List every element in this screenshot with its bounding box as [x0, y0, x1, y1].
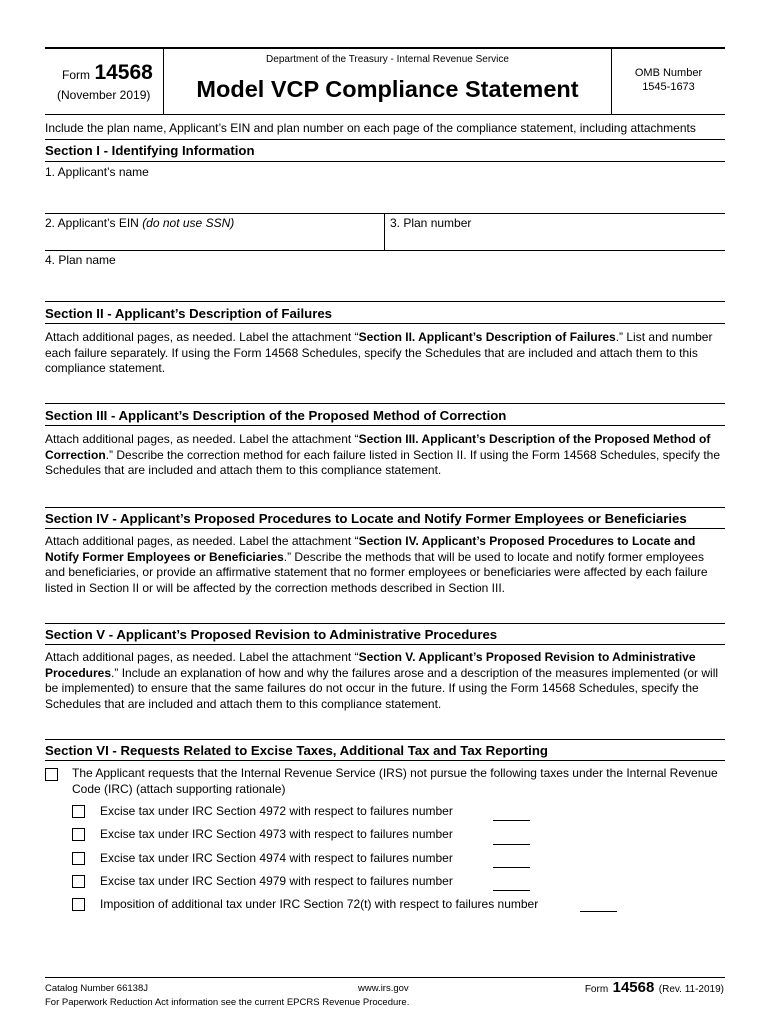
item-4973-label: Excise tax under IRC Section 4973 with respect to failures number — [100, 827, 453, 841]
form-id — [62, 61, 153, 85]
section3-text — [45, 432, 720, 479]
main-request-checkbox[interactable] — [45, 768, 58, 781]
item-4979-label: Excise tax under IRC Section 4979 with respect to failures number — [100, 874, 453, 888]
section3-text-a: Attach additional pages, as needed. Label the attachment “ — [45, 432, 359, 446]
section2-text-b: .” List and number each failure separately. If using the Form 14568 Schedules, specify the Schedules that are included and attach them to this compliance statement. — [45, 330, 713, 375]
item-4974-failures-blank[interactable] — [493, 867, 530, 868]
footer-rule — [45, 977, 725, 978]
item-4972-checkbox[interactable] — [72, 805, 85, 818]
section5-title-rule — [45, 644, 725, 645]
header-top-rule — [45, 47, 725, 49]
form-number: 14568 — [94, 61, 153, 84]
section5-top-rule — [45, 623, 725, 624]
section3-top-rule — [45, 403, 725, 404]
section2-text — [45, 330, 720, 377]
field-divider — [384, 213, 385, 251]
item-72t-failures-blank[interactable] — [580, 911, 617, 912]
section2-top-rule — [45, 301, 725, 302]
section3-text-b: .” Describe the correction method for each failure listed in Section II. If using the Form 14568 Schedules, specify the Schedules that are included and attach them to this compliance statement. — [45, 447, 721, 477]
omb-label: OMB Number — [634, 67, 703, 79]
instruction: Include the plan name, Applicant’s EIN and plan number on each page of the compliance statement, including attachments — [45, 121, 696, 135]
item-4979-failures-blank[interactable] — [493, 890, 530, 891]
section5-text-a: Attach additional pages, as needed. Label the attachment “ — [45, 650, 359, 664]
item-4974-label: Excise tax under IRC Section 4974 with respect to failures number — [100, 851, 453, 865]
form-word: Form — [62, 68, 90, 82]
field-rule — [45, 250, 725, 251]
omb-number: 1545-1673 — [642, 81, 695, 93]
section1-title-rule — [45, 161, 725, 162]
section6-title-rule — [45, 760, 725, 761]
plan-name-label: 4. Plan name — [45, 253, 116, 267]
department: Department of the Treasury - Internal Revenue Service — [266, 54, 509, 65]
section6-top-rule — [45, 739, 725, 740]
item-72t-label: Imposition of additional tax under IRC Section 72(t) with respect to failures number — [100, 897, 539, 911]
section2-text-bold: Section II. Applicant’s Description of Failures — [358, 330, 616, 344]
footer-rev: (Rev. 11-2019) — [658, 984, 724, 995]
plan-number-label: 3. Plan number — [390, 216, 472, 230]
main-request-text: The Applicant requests that the Internal Revenue Service (IRS) not pursue the following taxes under the Internal Revenue Code (IRC) (attach supporting rationale) — [72, 766, 718, 796]
section1-title: Section I - Identifying Information — [45, 143, 255, 158]
section5-text-b: .” Include an explanation of how and why the failures arose and a description of the measures implemented (or will be implemented) to ensure that the same failures do not occur in the future. If using the Form 14568 Schedules, specify the Schedules that are included and attach them to this compliance statement. — [45, 665, 719, 711]
applicant-ein-label-text: 2. Applicant’s EIN — [45, 216, 139, 230]
website: www.irs.gov — [358, 983, 409, 994]
section2-text-a: Attach additional pages, as needed. Label the attachment “ — [45, 330, 359, 344]
applicant-name-field[interactable] — [45, 180, 725, 212]
plan-name-field[interactable] — [45, 268, 725, 298]
section4-text-bold: Section IV. Applicant’s Proposed Procedures to Locate and Notify Former Employees or Beneficiaries — [45, 534, 696, 564]
section4-top-rule — [45, 507, 725, 508]
footer-form-number: 14568 — [612, 979, 655, 996]
catalog-number: Catalog Number 66138J — [45, 983, 148, 994]
section3-title-rule — [45, 425, 725, 426]
field-rule — [45, 213, 725, 214]
item-4974-checkbox[interactable] — [72, 852, 85, 865]
header-bottom-rule — [45, 114, 725, 115]
section5-title: Section V - Applicant’s Proposed Revision to Administrative Procedures — [45, 627, 498, 642]
applicant-ein-field[interactable] — [45, 232, 383, 250]
item-4973-failures-blank[interactable] — [493, 844, 530, 845]
form-date: (November 2019) — [57, 88, 151, 102]
item-4972-label: Excise tax under IRC Section 4972 with respect to failures number — [100, 804, 453, 818]
section6-title: Section VI - Requests Related to Excise Taxes, Additional Tax and Tax Reporting — [45, 743, 548, 758]
item-4972-failures-blank[interactable] — [493, 820, 530, 821]
item-4979-checkbox[interactable] — [72, 875, 85, 888]
plan-number-field[interactable] — [390, 232, 725, 250]
section3-text-bold: Section III. Applicant’s Description of the Proposed Method of Correction — [45, 432, 711, 462]
section2-title-rule — [45, 323, 725, 324]
section4-text-a: Attach additional pages, as needed. Label the attachment “ — [45, 534, 359, 548]
footer-form-id — [585, 979, 724, 997]
section5-text — [45, 650, 720, 712]
item-4973-checkbox[interactable] — [72, 828, 85, 841]
section5-text-bold: Section V. Applicant’s Proposed Revision to Administrative Procedures — [45, 650, 696, 680]
paperwork-notice: For Paperwork Reduction Act information see the current EPCRS Revenue Procedure. — [45, 997, 410, 1008]
applicant-ein-label — [45, 216, 234, 230]
item-72t-checkbox[interactable] — [72, 898, 85, 911]
footer-form-word: Form — [584, 984, 609, 995]
section2-title: Section II - Applicant’s Description of Failures — [45, 306, 332, 321]
section4-text-b: .” Describe the methods that will be used to locate and notify former employees and beneficiaries, or provide an affirmative statement that no former employees or beneficiaries were affected by each failure listed in Section II or will be affected by the correction methods described in Section III. — [45, 549, 708, 595]
section4-title: Section IV - Applicant’s Proposed Procedures to Locate and Notify Former Employees or Beneficiaries — [45, 511, 687, 526]
section3-title: Section III - Applicant’s Description of the Proposed Method of Correction — [45, 408, 507, 423]
applicant-name-label: 1. Applicant’s name — [45, 165, 149, 179]
section4-title-rule — [45, 528, 725, 529]
section4-text — [45, 534, 720, 596]
page-title: Model VCP Compliance Statement — [196, 76, 579, 102]
section1-top-rule — [45, 139, 725, 140]
applicant-ein-note: (do not use SSN) — [142, 216, 235, 230]
